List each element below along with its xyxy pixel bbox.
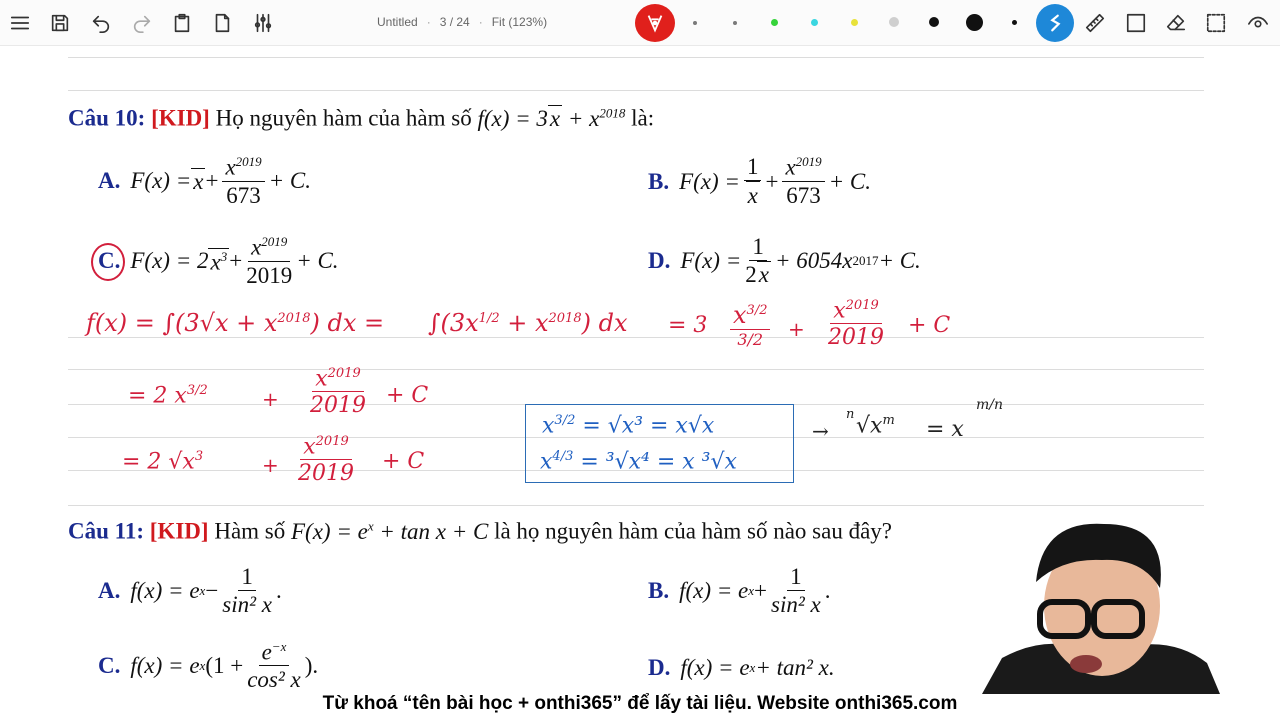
watermark-banner: Từ khoá “tên bài học + onthi365” để lấy tài liệu. Website onthi365.com bbox=[322, 693, 958, 714]
option-letter: A. bbox=[98, 168, 121, 194]
question-number: Câu 11: bbox=[68, 518, 145, 544]
handwritten-line-1a: $f(x) = \int(3√x + x^{2018})$ dx = bbox=[86, 309, 385, 337]
option-power: 2017 bbox=[852, 253, 879, 269]
option-open: (1 + bbox=[205, 653, 244, 678]
option-fraction: $\frac{1}{2x}$ bbox=[745, 234, 769, 288]
handwritten-line-3-fraction: $\frac{x^{2019}}{2019}$ bbox=[298, 434, 354, 487]
question-suffix: là họ nguyên hàm của hàm số nào sau đây? bbox=[494, 518, 892, 544]
q10-option-d[interactable] bbox=[648, 235, 921, 287]
option-power: x bbox=[748, 583, 755, 599]
option-fraction: $\frac{1}{\text{sin² x}}$ bbox=[222, 564, 272, 618]
q11-option-c[interactable] bbox=[98, 641, 318, 691]
option-fraction: $\frac{x^{2019}}{2019}$ bbox=[246, 234, 293, 288]
option-lhs: f(x) = e bbox=[130, 653, 200, 678]
rule-result: = x bbox=[926, 417, 964, 442]
option-letter: A. bbox=[98, 578, 121, 604]
ruled-line bbox=[68, 337, 1204, 338]
option-power: x bbox=[199, 583, 206, 599]
option-lhs: F(x) = bbox=[680, 248, 742, 274]
handwritten-line-1c: = 3 bbox=[668, 313, 708, 338]
pen-tool-button[interactable] bbox=[635, 4, 675, 42]
option-sqrt: x bbox=[193, 168, 204, 194]
undo-icon[interactable] bbox=[89, 11, 113, 35]
option-fraction: $\frac{1}{\text{sin² x}}$ bbox=[771, 564, 821, 618]
difficulty-tag: [KID] bbox=[149, 518, 209, 544]
handwritten-tail: + C bbox=[908, 313, 951, 338]
color-swatch-cyan[interactable] bbox=[811, 19, 818, 26]
question-text: Hàm số bbox=[214, 518, 286, 544]
option-fraction: $\frac{x^{2019}}{673}$ bbox=[222, 155, 264, 208]
document-info bbox=[377, 15, 547, 29]
q11-option-a[interactable] bbox=[98, 565, 282, 617]
document-title[interactable]: Untitled bbox=[377, 15, 418, 29]
option-lhs: f(x) = e bbox=[679, 578, 749, 604]
ruled-line bbox=[68, 369, 1204, 370]
sliders-icon[interactable] bbox=[251, 11, 275, 35]
option-power: x bbox=[749, 660, 756, 675]
pen-icon bbox=[644, 12, 666, 34]
note-box-row-1: $x^{3/2} = √x^3 = x√x$ bbox=[542, 413, 715, 439]
option-fraction: $\frac{x^{2019}}{673}$ bbox=[782, 155, 824, 208]
option-plus: + bbox=[754, 578, 768, 604]
option-letter: B. bbox=[648, 578, 670, 604]
q10-option-a[interactable] bbox=[98, 155, 311, 208]
color-swatch-gray[interactable] bbox=[693, 21, 697, 25]
color-swatch-green[interactable] bbox=[771, 19, 778, 26]
option-tail: ). bbox=[304, 653, 319, 678]
option-letter: C. bbox=[98, 653, 121, 678]
divider bbox=[68, 57, 1204, 58]
save-icon[interactable] bbox=[48, 11, 72, 35]
menu-icon[interactable] bbox=[8, 11, 32, 35]
handwritten-plus: + bbox=[262, 387, 279, 411]
option-plus: + bbox=[229, 248, 243, 274]
rule-root-index: n bbox=[846, 407, 855, 422]
zoom-level[interactable]: Fit (123%) bbox=[491, 15, 548, 29]
question-number: Câu 10: bbox=[68, 105, 146, 131]
option-power: x bbox=[199, 658, 206, 673]
note-box-row-2: $x^{4/3} = ^3√x^4 = x$ ³√x bbox=[540, 449, 737, 475]
color-swatch-gray[interactable] bbox=[733, 21, 737, 25]
handwritten-line-1c-fraction: $\frac{x^{3/2}}{3/2}$ bbox=[726, 303, 774, 349]
option-sqrt: $x^3$ bbox=[210, 248, 228, 275]
rule-exponent: m/n bbox=[976, 397, 1004, 413]
rectangle-icon[interactable] bbox=[1124, 11, 1148, 35]
divider bbox=[68, 90, 1204, 91]
handwritten-line-2: = 2 $x^{3/2}$ bbox=[128, 383, 208, 409]
handwritten-tail: + C bbox=[386, 383, 429, 408]
presenter-webcam bbox=[982, 518, 1220, 694]
select-icon[interactable] bbox=[1204, 11, 1228, 35]
handwritten-line-1b: $\int(3x^{1/2} + x^{2018})$ dx bbox=[428, 309, 628, 337]
option-lhs: F(x) = 2 bbox=[130, 248, 209, 274]
option-letter: D. bbox=[648, 248, 671, 274]
option-lhs: f(x) = e bbox=[680, 655, 750, 680]
rule-radical: $√x^m$ bbox=[856, 413, 895, 439]
option-fraction: $\frac{e^{-x}}{\text{cos² x}}$ bbox=[247, 641, 301, 691]
option-letter: D. bbox=[648, 655, 671, 680]
option-plus: + bbox=[205, 168, 219, 194]
option-tail: + C. bbox=[296, 248, 339, 274]
stroke-size-small[interactable] bbox=[929, 17, 939, 27]
option-tail: + C. bbox=[828, 168, 872, 194]
option-plus: + bbox=[765, 168, 779, 194]
question-11-title bbox=[68, 518, 892, 545]
q11-option-b[interactable] bbox=[648, 565, 830, 617]
option-tail: + C. bbox=[268, 168, 312, 194]
option-tail: . bbox=[276, 578, 282, 604]
question-function: $f(x) = 3x + x^{2018}$ bbox=[477, 105, 626, 131]
color-swatch-yellow[interactable] bbox=[851, 19, 858, 26]
q10-option-c[interactable] bbox=[98, 235, 339, 288]
separator: · bbox=[426, 15, 431, 29]
question-function: $F(x) = e^x + \tan x + C$ bbox=[291, 518, 489, 544]
option-lhs: f(x) = e bbox=[130, 578, 200, 604]
option-lhs: F(x) = bbox=[130, 168, 192, 194]
option-rest: + tan² x. bbox=[755, 655, 835, 680]
stroke-size-tiny[interactable] bbox=[1012, 20, 1017, 25]
ruler-icon[interactable] bbox=[1083, 11, 1107, 35]
separator: · bbox=[478, 15, 483, 29]
stroke-tool-button[interactable] bbox=[1036, 4, 1074, 42]
q10-option-b[interactable] bbox=[648, 155, 871, 208]
option-letter: B. bbox=[648, 168, 670, 194]
stroke-icon bbox=[1044, 12, 1066, 34]
question-text: Họ nguyên hàm của hàm số bbox=[215, 105, 472, 131]
ruled-line bbox=[68, 505, 1204, 506]
question-suffix: là: bbox=[631, 105, 655, 131]
stroke-size-large[interactable] bbox=[966, 14, 983, 31]
handwritten-line-1d-fraction: $\frac{x^{2019}}{2019}$ bbox=[828, 298, 884, 351]
toolbar bbox=[0, 0, 1280, 46]
eraser-icon[interactable] bbox=[1164, 11, 1188, 35]
page-icon[interactable] bbox=[210, 11, 234, 35]
color-swatch-light-gray[interactable] bbox=[889, 17, 899, 27]
difficulty-tag: [KID] bbox=[151, 105, 210, 131]
clipboard-icon[interactable] bbox=[170, 11, 194, 35]
question-10-title bbox=[68, 105, 654, 132]
handwritten-line-3: = 2 $√x^3$ bbox=[122, 449, 204, 475]
option-tail: + C. bbox=[878, 248, 921, 274]
option-mid: + 6054x bbox=[774, 248, 853, 274]
rule-arrow: → bbox=[812, 419, 829, 443]
option-tail: . bbox=[824, 578, 831, 604]
q11-option-d[interactable] bbox=[648, 655, 835, 681]
option-fraction: $\frac{1}{x}$ bbox=[744, 155, 762, 208]
option-lhs: F(x) = bbox=[679, 168, 740, 194]
option-letter: C. bbox=[98, 248, 121, 274]
handwritten-plus: + bbox=[262, 453, 279, 477]
visibility-icon[interactable] bbox=[1246, 11, 1270, 35]
page-indicator[interactable]: 3 / 24 bbox=[439, 15, 470, 29]
redo-icon[interactable] bbox=[130, 11, 154, 35]
handwritten-line-2-fraction: $\frac{x^{2019}}{2019}$ bbox=[310, 366, 366, 419]
option-minus: − bbox=[205, 578, 219, 604]
handwritten-tail: + C bbox=[382, 449, 425, 474]
handwritten-plus: + bbox=[788, 317, 805, 341]
